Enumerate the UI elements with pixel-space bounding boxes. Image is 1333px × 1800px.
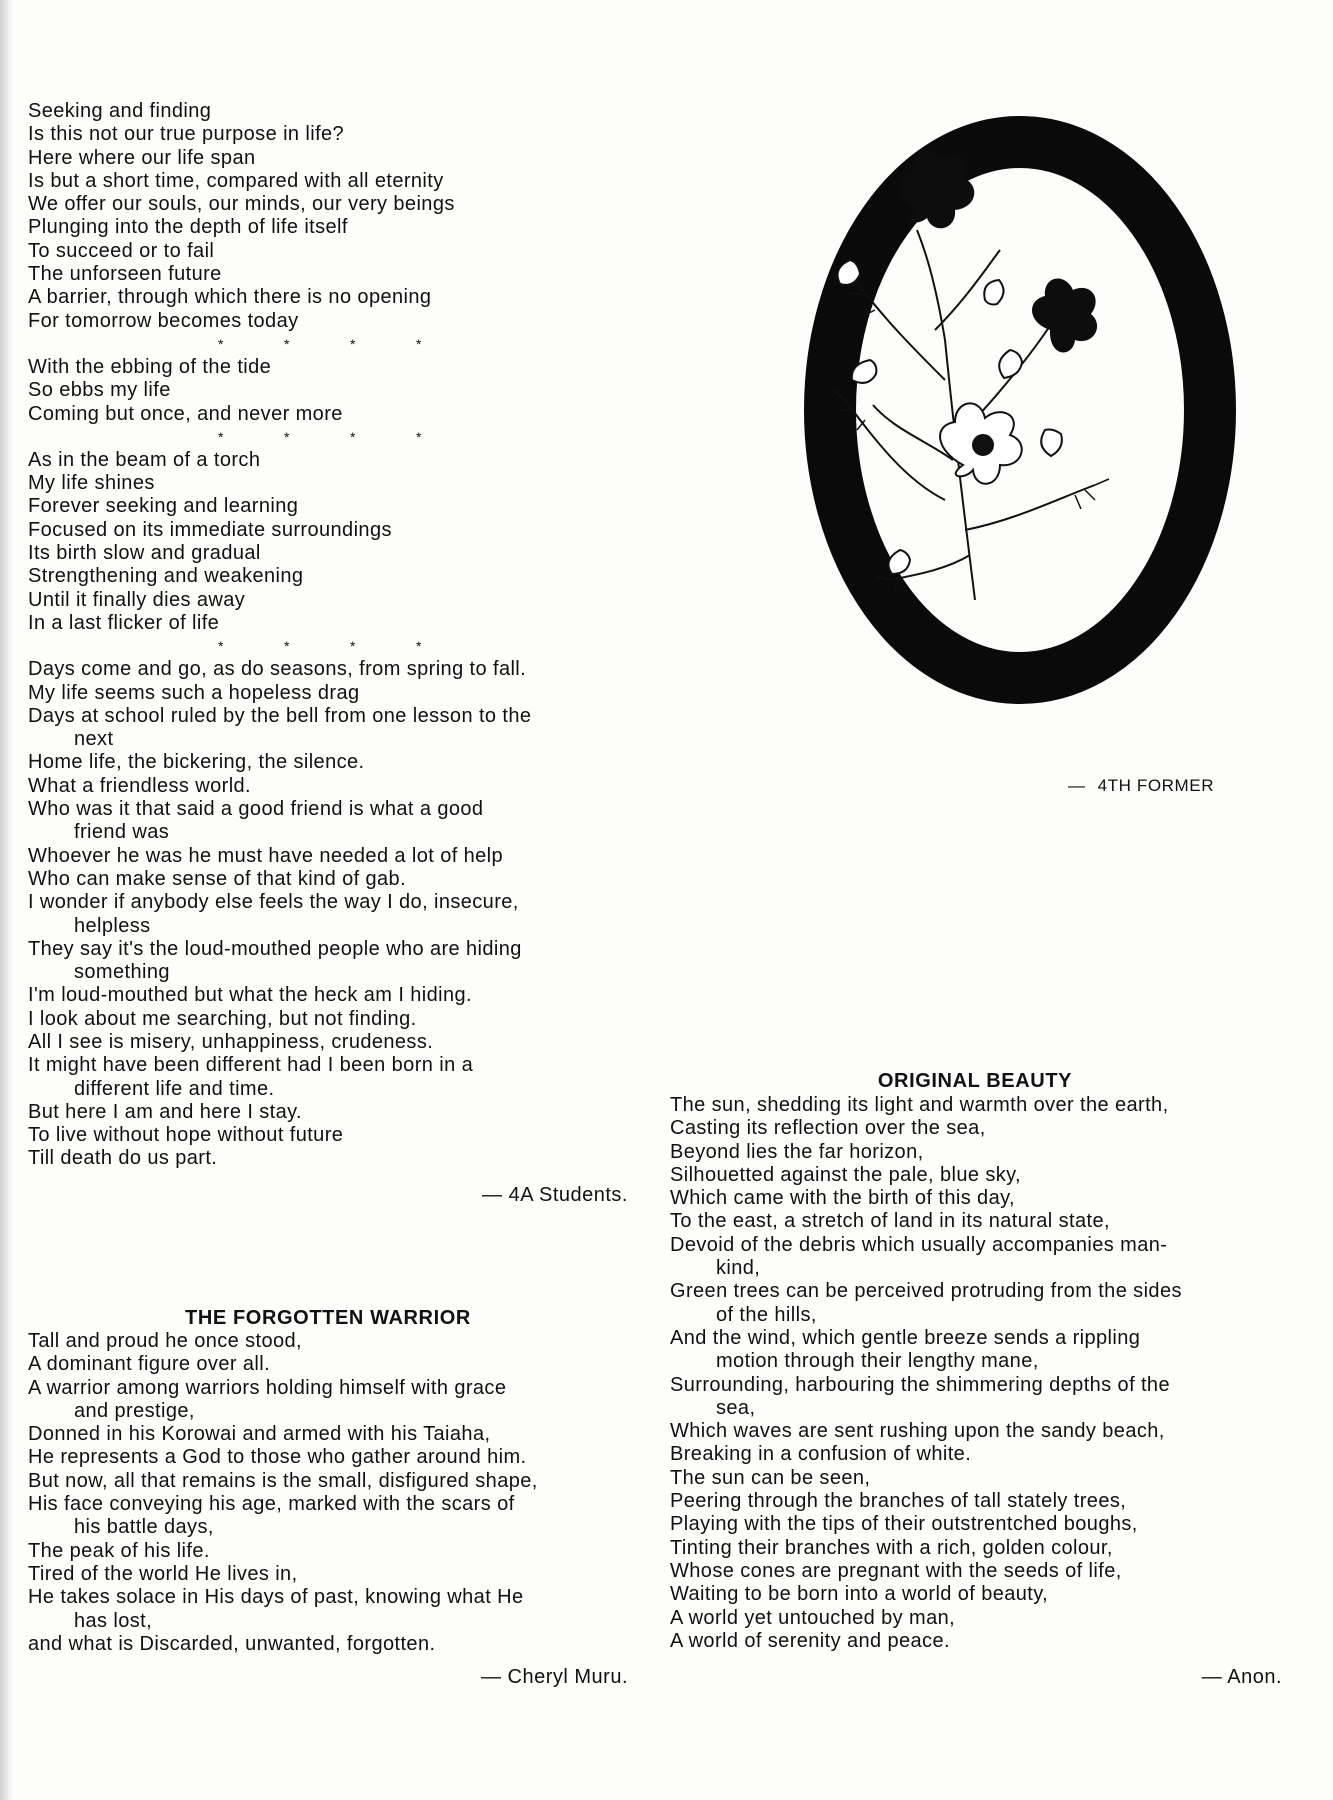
separator-star: * [350, 428, 356, 445]
poem-line: The sun, shedding its light and warmth over the earth, [670, 1094, 1169, 1116]
poem-line: Till death do us part. [28, 1147, 218, 1170]
poem-line: Who was it that said a good friend is what a good [28, 798, 484, 821]
separator-star: * [218, 638, 224, 655]
separator-star: * [416, 638, 422, 655]
poem-line: Tinting their branches with a rich, golden colour, [670, 1536, 1113, 1559]
poem-line: Seeking and finding [28, 100, 212, 122]
poem-line: Peering through the branches of tall stately trees, [670, 1490, 1127, 1513]
poem-line: Is but a short time, compared with all eternity [28, 169, 444, 192]
poem-1 [28, 100, 628, 1171]
poem-line: For tomorrow becomes today [28, 309, 299, 332]
poem-line: What a friendless world. [28, 774, 252, 797]
poem-line: Playing with the tips of their outstrentched boughs, [670, 1513, 1138, 1536]
artwork-credit-dash: — [1068, 776, 1086, 795]
poem-line: It might have been different had I been born in a [28, 1054, 474, 1077]
poem-line: With the ebbing of the tide [28, 355, 272, 378]
poem-line: The peak of his life. [28, 1539, 210, 1562]
poem-line: sea, [716, 1396, 756, 1419]
poem-line: of the hills, [716, 1303, 817, 1326]
poem-line: So ebbs my life [28, 379, 171, 402]
poem-line: has lost, [74, 1609, 153, 1632]
poem-line: Plunging into the depth of life itself [28, 216, 348, 239]
poem-line: Days at school ruled by the bell from one lesson to the [28, 704, 532, 727]
poem-line: Until it finally dies away [28, 588, 246, 611]
poem-line: Which came with the birth of this day, [670, 1187, 1015, 1210]
poem-3-credit: — Anon. [1201, 1666, 1282, 1688]
poem-line: Coming but once, and never more [28, 402, 343, 425]
poem-line: A world yet untouched by man, [670, 1606, 956, 1629]
stanza-separator [28, 333, 628, 356]
poem-line: Focused on its immediate surroundings [28, 518, 392, 541]
poem-line: something [74, 961, 170, 984]
poem-line: Green trees can be perceived protruding from the sides [670, 1280, 1182, 1303]
poem-line: To live without hope without future [28, 1124, 344, 1147]
poem-title: ORIGINAL BEAUTY [877, 1070, 1073, 1092]
poem-line: Whose cones are pregnant with the seeds of life, [670, 1559, 1122, 1582]
poem-line: Here where our life span [28, 146, 256, 169]
poem-line: Is this not our true purpose in life? [28, 123, 345, 146]
separator-star: * [284, 428, 290, 445]
poem-line: And the wind, which gentle breeze sends a rippling [670, 1326, 1141, 1349]
poem-line: Which waves are sent rushing upon the sandy beach, [670, 1420, 1165, 1443]
poem-line: All I see is misery, unhappiness, crudeness. [28, 1030, 434, 1053]
poem-line: A barrier, through which there is no opening [28, 286, 432, 309]
poem-line: helpless [74, 914, 151, 937]
poem-line: kind, [716, 1257, 761, 1280]
artwork-credit [1068, 776, 1214, 796]
separator-star: * [350, 638, 356, 655]
poem-line: He represents a God to those who gather around him. [28, 1446, 527, 1469]
poem-line: Its birth slow and gradual [28, 542, 261, 565]
separator-star: * [218, 428, 224, 445]
stanza-2 [28, 356, 628, 426]
poem-line: his battle days, [74, 1516, 214, 1539]
poem-line: Whoever he was he must have needed a lot of help [28, 844, 504, 867]
poem-line: and what is Discarded, unwanted, forgotten. [28, 1632, 436, 1655]
poem-line: My life shines [28, 472, 155, 495]
poem-line: A world of serenity and peace. [670, 1629, 950, 1652]
poem-line: A dominant figure over all. [28, 1353, 271, 1376]
poem-line: To the east, a stretch of land in its natural state, [670, 1210, 1110, 1233]
oval-frame-icon [830, 142, 1210, 678]
flower-oval-illustration [795, 100, 1245, 725]
separator-star: * [218, 335, 224, 352]
poem-line: motion through their lengthy mane, [716, 1350, 1039, 1373]
poem-line: Days come and go, as do seasons, from spring to fall. [28, 658, 527, 681]
poem-line: My life seems such a hopeless drag [28, 681, 360, 704]
page-binding-edge [0, 0, 14, 1800]
poem-line: As in the beam of a torch [28, 448, 261, 471]
poem-line: But here I am and here I stay. [28, 1100, 302, 1123]
artwork-credit-name: 4TH FORMER [1097, 776, 1215, 795]
poem-line: Tired of the world He lives in, [28, 1562, 298, 1585]
poem-line: Waiting to be born into a world of beauty, [670, 1583, 1049, 1606]
poem-line: Forever seeking and learning [28, 495, 299, 518]
poem-line: Surrounding, harbouring the shimmering depths of the [670, 1373, 1170, 1396]
separator-star: * [416, 428, 422, 445]
stanza-3 [28, 449, 628, 635]
poem-line: In a last flicker of life [28, 611, 220, 634]
separator-star: * [350, 335, 356, 352]
poem-line: He takes solace in His days of past, knowing what He [28, 1586, 524, 1609]
poem-line: Beyond lies the far horizon, [670, 1140, 924, 1163]
poem-line: Tall and proud he once stood, [28, 1330, 303, 1352]
poem-line: To succeed or to fail [28, 239, 215, 262]
poem-line: Donned in his Korowai and armed with his Taiaha, [28, 1423, 491, 1446]
poem-3 [670, 1094, 1280, 1653]
poem-line: Casting its reflection over the sea, [670, 1117, 986, 1140]
poem-title: THE FORGOTTEN WARRIOR [185, 1307, 471, 1329]
poem-line: His face conveying his age, marked with the scars of [28, 1493, 515, 1516]
poem-2 [28, 1330, 628, 1656]
poem-line: The sun can be seen, [670, 1466, 871, 1489]
poem-line: I look about me searching, but not finding. [28, 1007, 417, 1030]
stanza-separator [28, 635, 628, 658]
poem-line: Silhouetted against the pale, blue sky, [670, 1163, 1022, 1186]
poem-2-heading [28, 1306, 628, 1330]
separator-star: * [284, 638, 290, 655]
poem-line: next [74, 728, 114, 751]
poem-3-heading [670, 1069, 1280, 1093]
poem-line: But now, all that remains is the small, disfigured shape, [28, 1469, 538, 1492]
poem-line: They say it's the loud-mouthed people who are hiding [28, 937, 522, 960]
separator-star: * [416, 335, 422, 352]
poem-line: Home life, the bickering, the silence. [28, 751, 365, 774]
poem-line: different life and time. [74, 1077, 275, 1100]
poem-line: Strengthening and weakening [28, 565, 304, 588]
poem-line: Who can make sense of that kind of gab. [28, 867, 407, 890]
poem-line: friend was [74, 821, 170, 844]
poem-line: The unforseen future [28, 263, 222, 286]
poem-line: and prestige, [74, 1399, 195, 1422]
poem-line: I'm loud-mouthed but what the heck am I hiding. [28, 984, 472, 1007]
poem-1-credit: — 4A Students. [482, 1184, 628, 1206]
stanza-separator [28, 426, 628, 449]
poem-line: Devoid of the debris which usually accompanies man- [670, 1233, 1168, 1256]
poem-2-credit: — Cheryl Muru. [480, 1666, 628, 1688]
stanza-4 [28, 658, 628, 1171]
poem-line: I wonder if anybody else feels the way I do, insecure, [28, 891, 519, 914]
poem-line: A warrior among warriors holding himself with grace [28, 1376, 507, 1399]
separator-star: * [284, 335, 290, 352]
poem-line: Breaking in a confusion of white. [670, 1443, 972, 1466]
stanza-1 [28, 100, 628, 333]
poem-line: We offer our souls, our minds, our very beings [28, 193, 455, 216]
